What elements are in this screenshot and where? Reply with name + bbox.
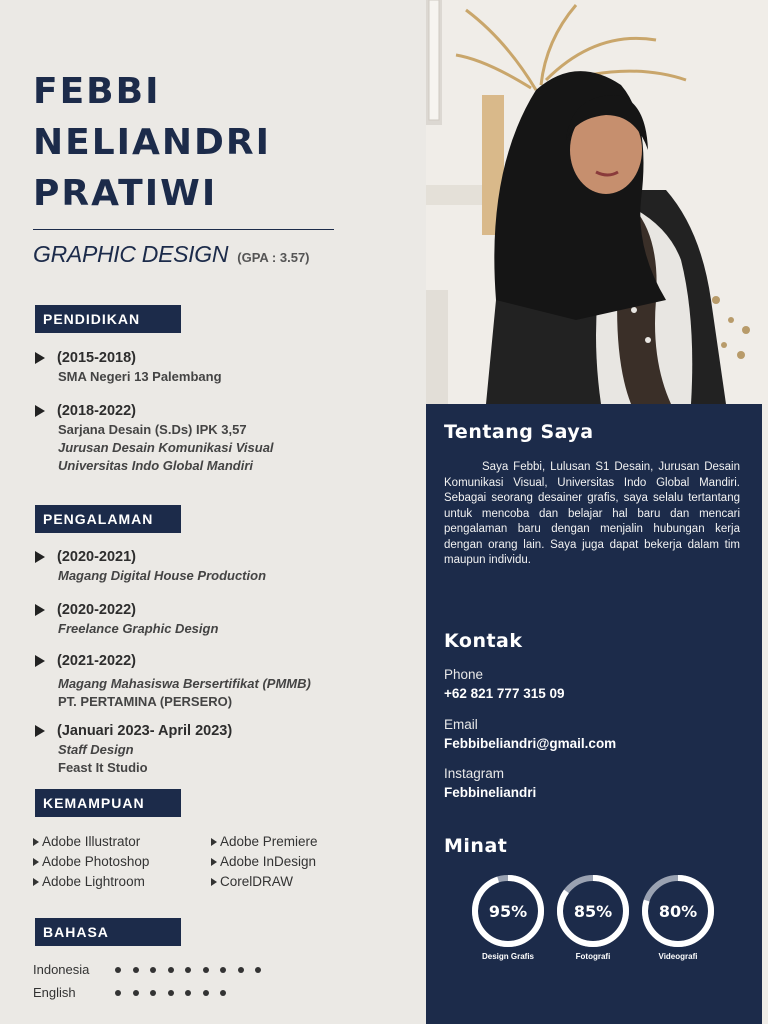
- bullet-triangle-icon: [35, 352, 45, 364]
- skill-item: Adobe Premiere: [211, 832, 383, 851]
- bullet-triangle-icon: [211, 878, 217, 886]
- level-dot: [255, 967, 261, 973]
- skill-item: Adobe Lightroom: [33, 872, 211, 891]
- profile-photo: [426, 0, 768, 404]
- bullet-triangle-icon: [33, 858, 39, 866]
- level-dot: [168, 967, 174, 973]
- education-entry: [35, 348, 415, 386]
- entry-line: Jurusan Desain Komunikasi Visual: [58, 440, 274, 455]
- experience-entry: [35, 721, 415, 777]
- name-line: FEBBI: [33, 71, 161, 112]
- about-text: Saya Febbi, Lulusan S1 Desain, Jurusan Desain Komunikasi Visual, Universitas Indo Global Mandiri. Sebagai seorang desainer grafis, saya selalu tertantang untuk mencoba dan belajar hal baru dan mencari pengalaman baru dengan menjalin hubungan kerja dengan orang lain. Saya juga dapat bekerja dalam tim maupun individu.: [444, 461, 740, 566]
- level-dot: [220, 967, 226, 973]
- skill-item: Adobe Illustrator: [33, 832, 211, 851]
- section-education-header: PENDIDIKAN: [35, 305, 181, 333]
- level-dot: [185, 990, 191, 996]
- name-line: NELIANDRI: [33, 122, 272, 163]
- entry-line: PT. PERTAMINA (PERSERO): [58, 694, 233, 709]
- section-experience-header: PENGALAMAN: [35, 505, 181, 533]
- entry-years: (Januari 2023- April 2023): [57, 723, 233, 739]
- bullet-triangle-icon: [33, 878, 39, 886]
- interest-ring: [640, 873, 716, 949]
- entry-line: SMA Negeri 13 Palembang: [58, 369, 222, 384]
- level-dot: [133, 990, 139, 996]
- language-row: [33, 985, 238, 1000]
- ring-label: 80%: [658, 902, 698, 921]
- name-line: PRATIWI: [33, 173, 218, 214]
- bullet-triangle-icon: [35, 655, 45, 667]
- ring-label: 85%: [573, 902, 613, 921]
- phone-value: +62 821 777 315 09: [444, 686, 565, 701]
- contact-title: Kontak: [444, 630, 523, 652]
- ring-caption: Design Grafis: [481, 952, 534, 961]
- bullet-triangle-icon: [211, 858, 217, 866]
- level-dot: [185, 967, 191, 973]
- entry-years: (2015-2018): [57, 350, 136, 366]
- interest-ring: [555, 873, 631, 949]
- entry-line: Feast It Studio: [58, 760, 148, 775]
- about-title: Tentang Saya: [444, 421, 594, 443]
- level-dot: [203, 990, 209, 996]
- role-title: GRAPHIC DESIGN: [33, 241, 229, 267]
- instagram-label: Instagram: [444, 766, 505, 781]
- skills-list: [33, 832, 383, 891]
- level-dot: [115, 967, 121, 973]
- entry-years: (2021-2022): [57, 653, 136, 669]
- bullet-triangle-icon: [33, 838, 39, 846]
- entry-years: (2020-2022): [57, 602, 136, 618]
- level-dot: [133, 967, 139, 973]
- entry-line: Universitas Indo Global Mandiri: [58, 458, 254, 473]
- entry-line: Freelance Graphic Design: [58, 621, 219, 636]
- education-entry: [35, 401, 415, 475]
- ring-caption: Fotografi: [575, 952, 611, 961]
- level-dot: [238, 967, 244, 973]
- interests-title: Minat: [444, 835, 508, 857]
- entry-line: Magang Mahasiswa Bersertifikat (PMMB): [58, 676, 311, 691]
- entry-years: (2020-2021): [57, 549, 136, 565]
- experience-entry: [35, 547, 415, 585]
- bullet-triangle-icon: [35, 604, 45, 616]
- email-label: Email: [444, 717, 478, 732]
- ring-caption: Videografi: [658, 952, 698, 961]
- entry-years: (2018-2022): [57, 403, 136, 419]
- role-line: [33, 241, 310, 268]
- level-dot: [150, 990, 156, 996]
- info-panel: [426, 404, 762, 1024]
- interest-ring: [470, 873, 546, 949]
- skill-item: Adobe Photoshop: [33, 852, 211, 871]
- level-dot: [203, 967, 209, 973]
- instagram-value: Febbineliandri: [444, 785, 537, 800]
- language-name: English: [33, 985, 76, 1000]
- language-level: [115, 990, 238, 996]
- phone-label: Phone: [444, 667, 484, 682]
- language-row: [33, 962, 273, 977]
- section-language-header: BAHASA: [35, 918, 181, 946]
- bullet-triangle-icon: [35, 725, 45, 737]
- level-dot: [115, 990, 121, 996]
- person-name: [33, 66, 363, 219]
- skill-item: CorelDRAW: [211, 872, 383, 891]
- entry-line: Staff Design: [58, 742, 134, 757]
- bullet-triangle-icon: [35, 405, 45, 417]
- name-divider: [33, 229, 334, 230]
- profile-photo-illustration: [426, 0, 768, 404]
- entry-line: Sarjana Desain (S.Ds) IPK 3,57: [58, 422, 247, 437]
- section-skills-header: KEMAMPUAN: [35, 789, 181, 817]
- language-level: [115, 967, 273, 973]
- level-dot: [150, 967, 156, 973]
- experience-entry: [35, 600, 415, 638]
- bullet-triangle-icon: [211, 838, 217, 846]
- ring-label: 95%: [488, 902, 528, 921]
- language-name: Indonesia: [33, 962, 90, 977]
- skill-item: Adobe InDesign: [211, 852, 383, 871]
- bullet-triangle-icon: [35, 551, 45, 563]
- level-dot: [220, 990, 226, 996]
- experience-entry: [35, 651, 415, 711]
- gpa: (GPA : 3.57): [237, 250, 310, 265]
- level-dot: [168, 990, 174, 996]
- entry-line: Magang Digital House Production: [58, 568, 267, 583]
- email-value: Febbibeliandri@gmail.com: [444, 736, 617, 751]
